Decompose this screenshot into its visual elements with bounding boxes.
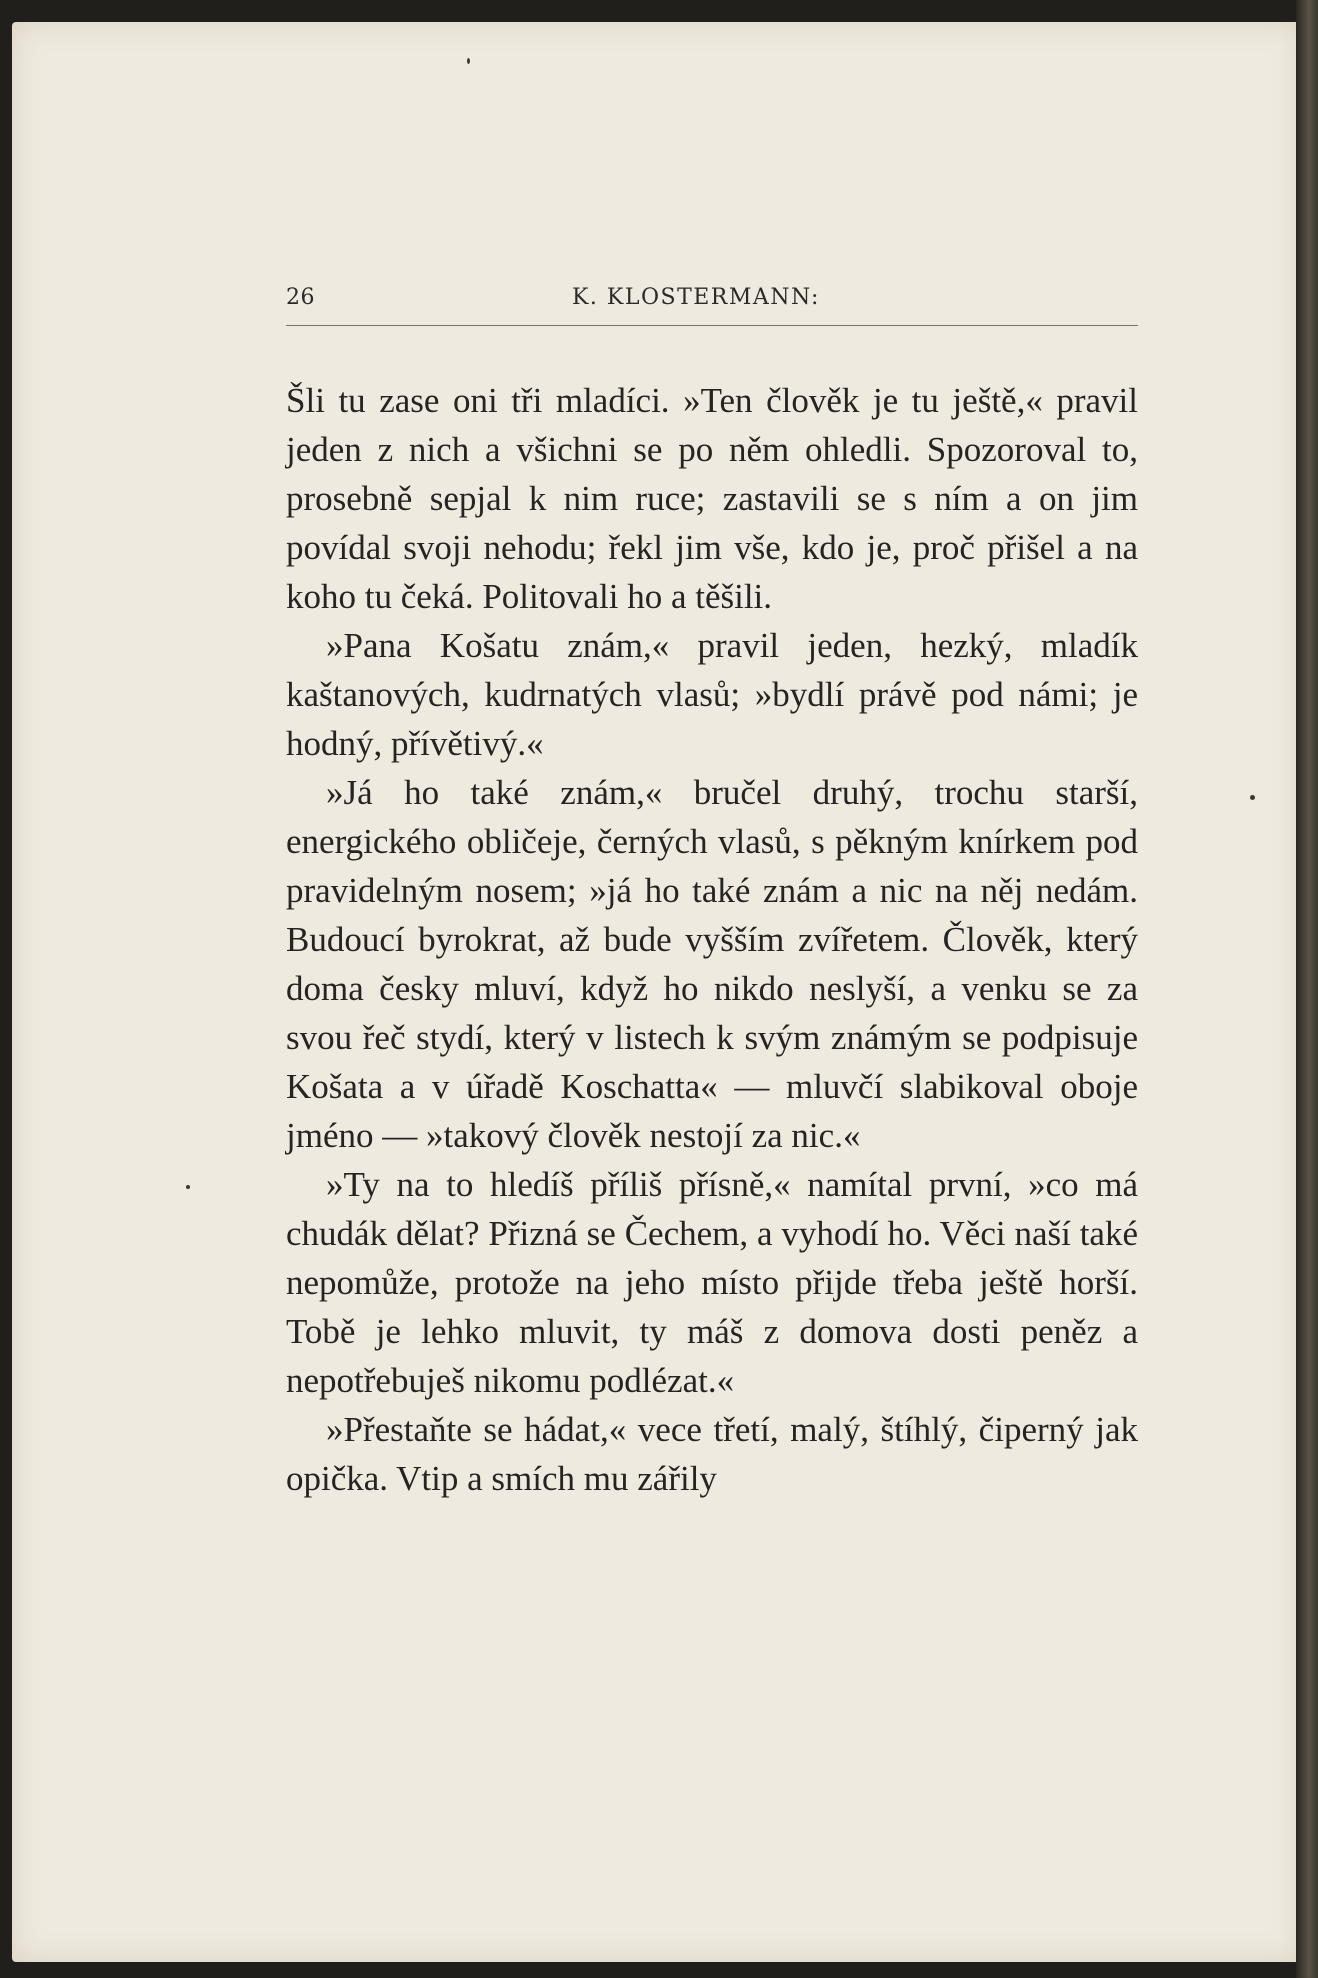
paragraph: »Pana Košatu znám,« pravil jeden, hezký, mladík kaštanových, kudrnatých vlasů; »bydlí právě pod námi; je hodný, přívětivý.« bbox=[286, 626, 1138, 763]
paragraph: »Já ho také znám,« bručel druhý, trochu starší, energického obličeje, černých vlasů, s pěkným knírkem pod pravidelným nosem; »já ho také znám a nic na něj nedám. Budoucí byrokrat, až bude vyšším zvířetem. Člověk, který doma česky mluví, když ho nikdo neslyší, a venku se za svou řeč stydí, který v listech k svým známým se podpisuje Košata a v úřadě Koschatta« — mluvčí slabikoval oboje jméno — »takový člověk nestojí za nic.« bbox=[286, 773, 1138, 1155]
page-number: 26 bbox=[286, 285, 315, 310]
speck-mark bbox=[467, 58, 470, 64]
running-head: K. KLOSTERMANN: bbox=[572, 285, 820, 310]
paragraph: Šli tu zase oni tři mladíci. »Ten člověk je tu ještě,« pravil jeden z nich a všichni se po něm ohledli. Spozoroval to, prosebně sepjal k nim ruce; zastavili se s ním a on jim povídal svoji nehodu; řekl jim vše, kdo je, proč přišel a na koho tu čeká. Politovali ho a těšili. bbox=[286, 381, 1138, 616]
speck-mark bbox=[1250, 795, 1255, 800]
speck-mark bbox=[186, 1185, 190, 1189]
page-edge-shadow bbox=[1296, 0, 1318, 1978]
page-header bbox=[286, 285, 1138, 325]
paragraph: »Ty na to hledíš příliš přísně,« namítal první, »co má chudák dělat? Přizná se Čechem, a vyhodí ho. Věci naší také nepomůže, protože na jeho místo přijde třeba ještě horší. Tobě je lehko mluvit, ty máš z domova dosti peněz a nepotřebuješ nikomu podlézat.« bbox=[286, 1165, 1138, 1400]
paragraph: »Přestaňte se hádat,« vece třetí, malý, štíhlý, čiperný jak opička. Vtip a smích mu zářily bbox=[286, 1410, 1138, 1498]
header-rule bbox=[286, 325, 1138, 326]
body-text bbox=[286, 376, 1138, 1503]
